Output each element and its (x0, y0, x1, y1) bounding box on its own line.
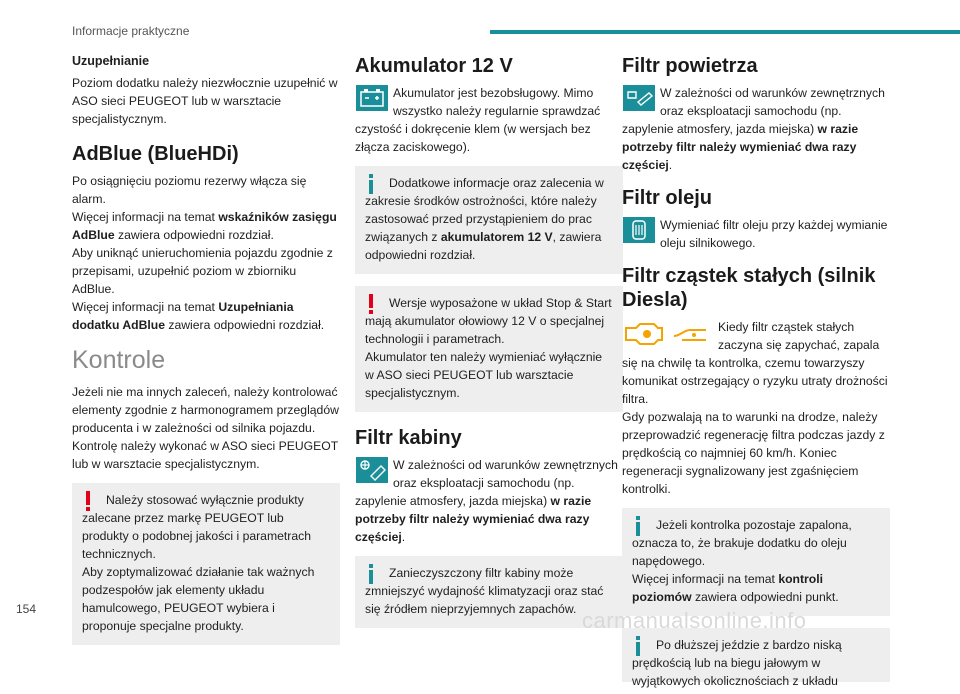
adblue-line-2: Więcej informacji na temat wskaźników zasięgu AdBlue zawiera odpowiedni rozdział. (72, 210, 337, 242)
uzupelnianie-text: Poziom dodatku należy niezwłocznie uzupełnić w ASO sieci PEUGEOT lub w warsztacie specjalistycznym. (72, 76, 338, 126)
filtr-czastek-text-1: Kiedy filtr cząstek stałych zaczyna się zapychać, zapala się na chwilę ta kontrolka, czemu towarzyszy komunikat ostrzegający o ryzyku utraty drożności filtra. (622, 320, 888, 406)
warning-box-stopstart (355, 286, 623, 412)
info-battery-text: Dodatkowe informacje oraz zalecenia w zakresie środków ostrożności, które należy zastosować przed przystąpieniem do prac związanych z akumulatorem 12 V, zawiera odpowiedni rozdział. (365, 176, 604, 262)
section-title: Informacje praktyczne (72, 24, 190, 38)
header-accent-bar (490, 30, 960, 34)
info-icon (632, 514, 644, 538)
filtr-powietrza-heading: Filtr powietrza (622, 55, 758, 77)
filtr-czastek-heading: Filtr cząstek stałych (silnik Diesla) (622, 265, 876, 311)
info-box-battery (355, 166, 623, 274)
exclamation-icon (365, 292, 377, 316)
exclamation-icon (82, 489, 94, 513)
air-filter-icon (622, 84, 656, 112)
filtr-czastek-text-2: Gdy pozwalają na to warunki na drodze, należy przeprowadzić regenerację filtra podczas jazdy z prędkością co najmniej 60 km/h. Koniec regeneracji sygnalizowany jest zgaśnięciem kontrolki. (622, 410, 885, 496)
info-dpf-text-1: Jeżeli kontrolka pozostaje zapalona, oznacza to, że brakuje dodatku do oleju napędowego. (632, 518, 852, 568)
akumulator-heading: Akumulator 12 V (355, 55, 513, 77)
warning-text-2: Aby zoptymalizować działanie tak ważnych podzespołów jak elementy układu hamulcowego, PEUGEOT wybiera i proponuje specjalne produkty. (82, 565, 315, 633)
uzupelnianie-heading: Uzupełnianie (72, 54, 150, 68)
filtr-kabiny-heading: Filtr kabiny (355, 427, 462, 449)
battery-icon (355, 84, 389, 112)
info-dpf-text-2: Więcej informacji na temat kontroli poziomów zawiera odpowiedni punkt. (632, 572, 839, 604)
warning-box (72, 483, 340, 645)
info-lowspeed-text: Po dłuższej jeździe z bardzo niską prędkością lub na biegu jałowym w wyjątkowych okolicznościach z układu (632, 638, 842, 688)
kontrole-heading: Kontrole (72, 346, 166, 374)
filtr-oleju-heading: Filtr oleju (622, 187, 712, 209)
cabin-filter-icon (355, 456, 389, 484)
adblue-line-1: Po osiągnięciu poziomu rezerwy włącza się alarm. (72, 174, 307, 206)
particle-filter-warning-icon (622, 318, 712, 348)
adblue-line-4: Więcej informacji na temat Uzupełniania dodatku AdBlue zawiera odpowiedni rozdział. (72, 300, 325, 332)
info-cabin-text: Zanieczyszczony filtr kabiny może zmniejszyć wydajność klimatyzacji oraz stać się źródłem nieprzyjemnych zapachów. (365, 566, 604, 616)
kontrole-text-1: Jeżeli nie ma innych zaleceń, należy kontrolować elementy zgodnie z harmonogramem przeglądów producenta i w zależności od silnika pojazdu. (72, 385, 339, 435)
column-1 (72, 52, 340, 657)
info-icon (365, 172, 377, 196)
column-3 (622, 52, 890, 694)
column-2 (355, 52, 623, 640)
warning-stopstart-text-2: Akumulator ten należy wymieniać wyłącznie w ASO sieci PEUGEOT lub warsztacie specjalistycznym. (365, 350, 603, 400)
kontrole-text-2: Kontrolę należy wykonać w ASO sieci PEUGEOT lub w warsztacie specjalistycznym. (72, 439, 338, 471)
adblue-heading: AdBlue (BlueHDi) (72, 143, 239, 165)
warning-text-1: Należy stosować wyłącznie produkty zalecane przez markę PEUGEOT lub produkty o podobnej jakości i parametrach technicznych. (82, 493, 311, 561)
page-number: 154 (16, 602, 37, 616)
info-icon (632, 634, 644, 658)
filtr-powietrza-text: W zależności od warunków zewnętrznych oraz eksploatacji samochodu (np. zapylenie atmosfery, jazda miejska) w razie potrzeby filtr należy wymieniać dwa razy częściej. (622, 86, 885, 172)
adblue-line-3: Aby uniknąć unieruchomienia pojazdu zgodnie z przepisami, uzupełnić poziom w zbiorniku AdBlue. (72, 246, 333, 296)
warning-stopstart-text-1: Wersje wyposażone w układ Stop & Start mają akumulator ołowiowy 12 V o specjalnej technologii i parametrach. (365, 296, 612, 346)
info-icon (365, 562, 377, 586)
akumulator-text: Akumulator jest bezobsługowy. Mimo wszystko należy regularnie sprawdzać czystość i dokręcenie klem (w wersjach bez złącza zaciskowego). (355, 86, 601, 154)
filtr-oleju-text: Wymieniać filtr oleju przy każdej wymianie oleju silnikowego. (622, 216, 890, 252)
oil-filter-icon (622, 216, 656, 244)
info-box-dpf (622, 508, 890, 616)
watermark: carmanualsonline.info (582, 608, 807, 633)
filtr-kabiny-text: W zależności od warunków zewnętrznych oraz eksploatacji samochodu (np. zapylenie atmosfery, jazda miejska) w razie potrzeby filtr należy wymieniać dwa razy częściej. (355, 458, 618, 544)
info-box-lowspeed (622, 628, 890, 688)
